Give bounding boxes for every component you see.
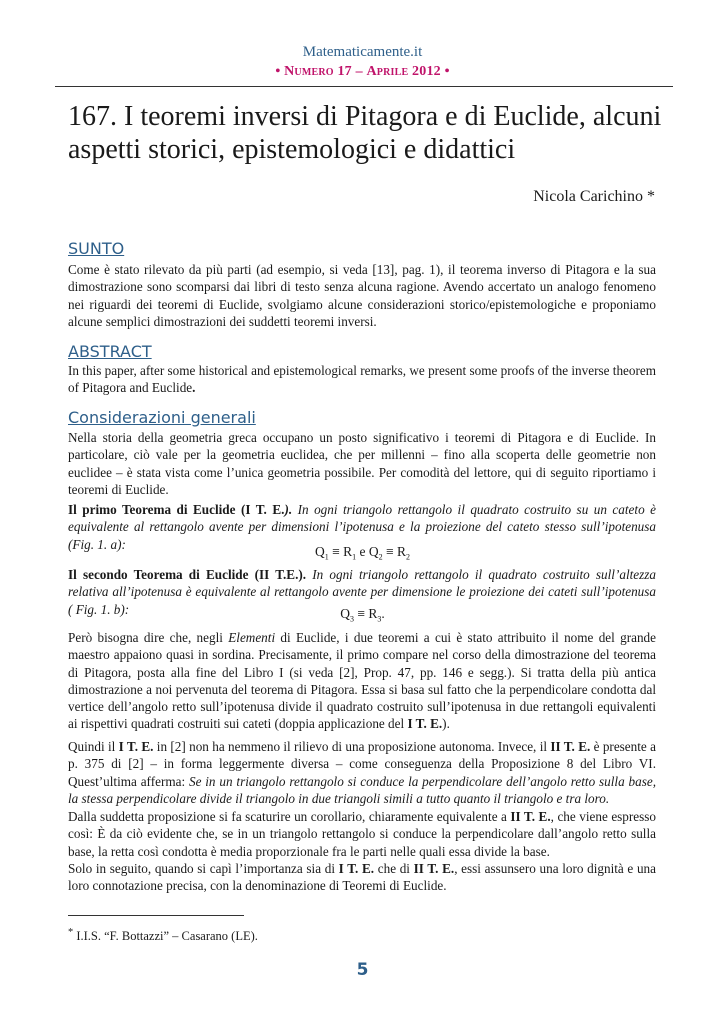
sunto-text: Come è stato rilevato da più parti (ad esempio, si veda [13], pag. 1), il teorema inverso di Pitagora e la sua dimostrazione sono scomparsi dai libri di testo senza alcuna ragione. Avendo accertato un analogo fenomeno nei riguardi dei teoremi di Euclide, svolgiamo alcune considerazioni storico/epistemologiche e proponiamo alcune semplici dimostrazioni dei suddetti teoremi inversi.	[68, 262, 656, 329]
formula1-r1: ≡ R	[328, 544, 353, 559]
sunto-heading: SUNTO	[68, 239, 125, 258]
abstract-paragraph	[68, 362, 656, 397]
considerazioni-heading: Considerazioni generali	[68, 408, 256, 427]
secondo-teorema-label: Il secondo Teorema di Euclide (II T.E.).	[68, 567, 307, 582]
paragraph-solo-in-seguito	[68, 860, 656, 895]
p2-quote: Se in un triangolo rettangolo si conduce la perpendicolare dell’angolo retto sulla base, la stessa perpendicolare divide il triangolo in due triangoli simili a tutto quanto il triangolo e tra loro.	[68, 773, 656, 806]
p2-text-b: in [2] non ha nemmeno il rilievo di una proposizione autonoma. Invece, il	[153, 739, 551, 754]
formula1-q1-sub: 1	[324, 552, 329, 562]
article-author: Nicola Carichino *	[533, 188, 655, 205]
p3-text-b: , che viene espresso così: È da ciò evidente che, se in un triangolo rettangolo si conduce la perpendicolare dall’angolo retto sulla base, la retta così condotta è media proporzionale fra le parti nelle quali essa divide la base.	[68, 809, 657, 859]
p4-ite: I T. E.	[338, 861, 375, 876]
p2-text-a: Quindi il	[68, 739, 119, 754]
footnote-divider	[68, 915, 244, 916]
paragraph-elementi	[68, 629, 656, 733]
p3-iite: II T. E.	[510, 809, 551, 824]
p4-text-c: , essi assunsero una loro dignità e una loro connotazione precisa, con la denominazione di Teoremi di Euclide.	[68, 861, 656, 894]
p2-iite: II T. E.	[550, 739, 591, 754]
header-divider	[55, 86, 673, 87]
p1-text-a: Però bisogna dire che, negli	[68, 630, 229, 645]
p1-elementi: Elementi	[228, 630, 276, 645]
primo-teorema-text: In ogni triangolo rettangolo il quadrato costruito su un cateto è equivalente al rettangolo avente per dimensioni l’ipotenusa e la proiezione del cateto stesso sull’ipotenusa (Fig. 1. a):	[68, 502, 656, 552]
p4-text-b: che di	[374, 861, 414, 876]
footnote-text: I.I.S. “F. Bottazzi” – Casarano (LE).	[73, 929, 258, 944]
formula1-r2-sub: 2	[406, 552, 410, 562]
secondo-teorema-text: In ogni triangolo rettangolo il quadrato costruito sull’altezza relativa all’ipotenusa è equivalente al rettangolo avente per dimensione le proiezione dei cateti sull’ipotenusa ( Fig. 1. b):	[68, 567, 656, 617]
abstract-end: .	[192, 380, 196, 396]
issue-dash: –	[355, 64, 363, 79]
formula2-q3-sub: 3	[350, 614, 354, 624]
p1-text-c: ).	[442, 716, 450, 732]
issue-line	[0, 64, 725, 80]
formula1-q1: Q	[315, 544, 325, 559]
issue-date: Aprile 2012	[366, 64, 441, 79]
primo-teorema-label: Il primo Teorema di Euclide (I T. E.	[68, 502, 285, 517]
p4-iite: II T. E.	[413, 861, 455, 876]
formula-primo-teorema	[0, 544, 725, 562]
formula2-r3-sub: 3	[377, 614, 382, 624]
p4-text-a: Solo in seguito, quando si capì l’importanza sia di	[68, 861, 339, 876]
primo-teorema-label-end: ).	[284, 502, 293, 517]
formula2-q3: Q	[340, 606, 350, 621]
issue-number: Numero 17	[284, 64, 352, 79]
footnote	[68, 927, 258, 944]
paragraph-corollario	[68, 808, 656, 860]
site-name[interactable]: Matematicamente.it	[302, 44, 423, 60]
formula1-q2: e Q	[356, 544, 379, 559]
bullet-left: •	[275, 64, 281, 79]
abstract-heading: ABSTRACT	[68, 342, 152, 361]
p1-ite: I T. E.	[407, 716, 443, 732]
p2-text-c: è presente a p. 375 di [2] – in forma leggermente diversa – come conseguenza della Proposizione 8 del Libro VI. Quest’ultima afferma:	[68, 739, 656, 789]
paragraph-quindi	[68, 738, 656, 807]
footnote-mark: *	[68, 927, 74, 938]
formula2-end: .	[381, 606, 385, 621]
formula1-r2: ≡ R	[382, 544, 406, 559]
considerazioni-intro: Nella storia della geometria greca occupano un posto significativo i teoremi di Pitagora e di Euclide. In particolare, ciò vale per la geometria euclidea, che per millenni – fino alla scoperta delle geometrie non euclidee – è stata vista come l’unica geometria possibile. Per comodità del lettore, qui di seguito riportiamo i teoremi di Euclide.	[68, 430, 656, 497]
formula-secondo-teorema	[0, 606, 725, 624]
page-number: 5	[356, 960, 369, 980]
p3-text-a: Dalla suddetta proposizione si fa scaturire un corollario, chiaramente equivalente a	[68, 809, 511, 824]
abstract-text: In this paper, after some historical and epistemological remarks, we present some proofs of the inverse theorem of Pitagora and Euclide	[68, 363, 656, 396]
article-title: 167. I teoremi inversi di Pitagora e di Euclide, alcuni aspetti storici, epistemologici e didattici	[68, 101, 662, 165]
formula1-r1-sub: 1	[352, 552, 357, 562]
formula2-r3: ≡ R	[354, 606, 378, 621]
bullet-right: •	[444, 64, 450, 79]
formula1-q2-sub: 2	[378, 552, 383, 562]
p2-ite: I T. E.	[118, 739, 154, 754]
p1-text-b: di Euclide, i due teoremi a cui è stato attribuito il nome del grande maestro appaiono quasi in sordina. Precisamente, il primo compare nel corso della dimostrazione del teorema di Pitagora, posta alla fine del Libro I (si veda [2], Prop. 47, pp. 146 e segg.). Si tratta della più antica dimostrazione a noi pervenuta del teorema di Pitagora. Essa si basa sul fatto che la perpendicolare condotta dal vertice dell’angolo retto sull’ipotenusa divide il quadrato costruito sull’ipotenusa in due rettangoli equivalenti ai rispettivi quadrati costruiti sui cateti (doppia applicazione del	[68, 630, 656, 732]
